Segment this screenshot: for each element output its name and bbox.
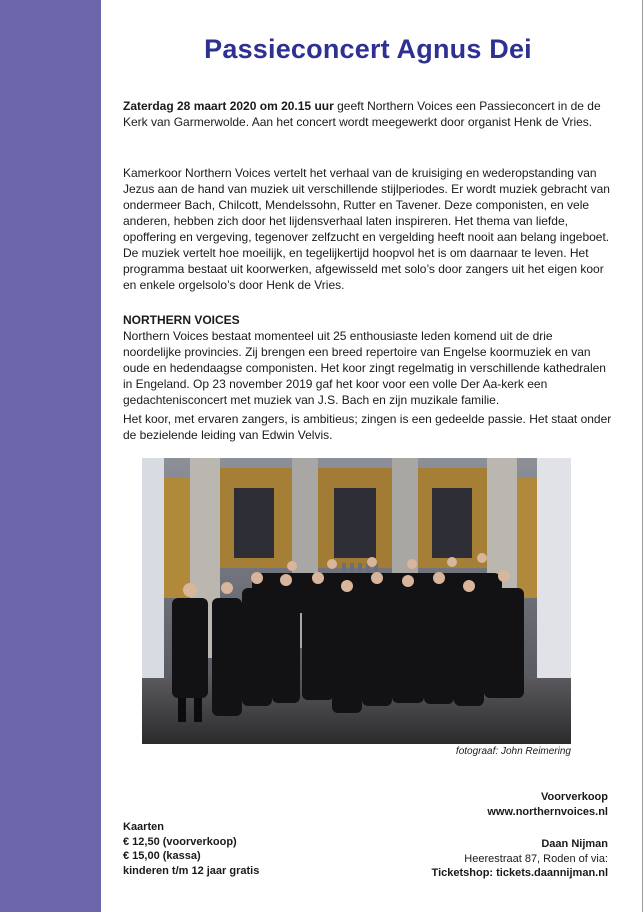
choir-paragraph: Northern Voices bestaat momenteel uit 25 enthousiaste leden komend uit de drie noordelijke provincies. Zij brengen een breed repertoire van Engelse koormuziek en van oude en hedendaagse componisten. Het koor zingt regelmatig in verschillende kathedralen in Engeland. Op 23 november 2019 gaf het koor voor een volle Der Aa-kerk een gedachtenisconcert met muziek van J.S. Bach en zijn muzikale familie. [123, 329, 606, 407]
intro-paragraph [123, 98, 613, 130]
choir-photo [142, 458, 571, 744]
ticketshop-link[interactable]: Ticketshop: tickets.daannijman.nl [431, 867, 608, 879]
presale-info [487, 790, 608, 819]
section-heading: NORTHERN VOICES [123, 313, 240, 327]
children-price: kinderen t/m 12 jaar gratis [123, 864, 260, 877]
photo-caption: fotograaf: John Reimering [455, 746, 571, 757]
ticket-prices [123, 820, 259, 878]
decorative-sidebar [0, 0, 101, 912]
intro-date: Zaterdag 28 maart 2020 om 20.15 uur [123, 99, 334, 113]
website-link[interactable]: www.northernvoices.nl [487, 805, 608, 818]
story-paragraph: Kamerkoor Northern Voices vertelt het verhaal van de kruisiging en wederopstanding van Jezus aan de hand van muziek uit verschillende stijlperiodes. Er wordt muziek gebracht van ondermeer Bach, Chilcott, Mendelssohn, Rutter en Tavener. Deze componisten, en vele anderen, hebben zich door het lijdensverhaal laten inspireren. Het thema van liefde, opoffering en vergeving, tegenover zelfzucht en vergelding heeft nooit aan belang ingeboet. De muziek vertelt hoe moeilijk, en tegelijkertijd hoopvol het is om daarnaar te leven. Het programma bestaat uit koorwerken, afgewisseld met solo’s door zangers uit het eigen koor en enkele orgelsolo’s door Henk de Vries. [123, 166, 610, 292]
shop-info [432, 837, 608, 881]
tickets-heading: Kaarten [123, 821, 164, 833]
door-price: € 15,00 (kassa) [123, 850, 201, 862]
choir-paragraph-2: Het koor, met ervaren zangers, is ambitieus; zingen is een gedeelde passie. Het staat onder de bezielende leiding van Edwin Velvis. [123, 412, 612, 442]
presale-heading: Voorverkoop [540, 791, 608, 803]
presale-price: € 12,50 (voorverkoop) [123, 835, 237, 848]
shop-address: Heerestraat 87, Roden of via: [464, 852, 608, 865]
page-title: Passieconcert Agnus Dei [204, 34, 532, 64]
shop-name: Daan Nijman [541, 838, 608, 850]
intro-text: geeft Northern Voices een Passieconcert in de de Kerk van Garmerwolde. Aan het concert wordt meegewerkt door organist Henk de Vries. [123, 99, 601, 129]
